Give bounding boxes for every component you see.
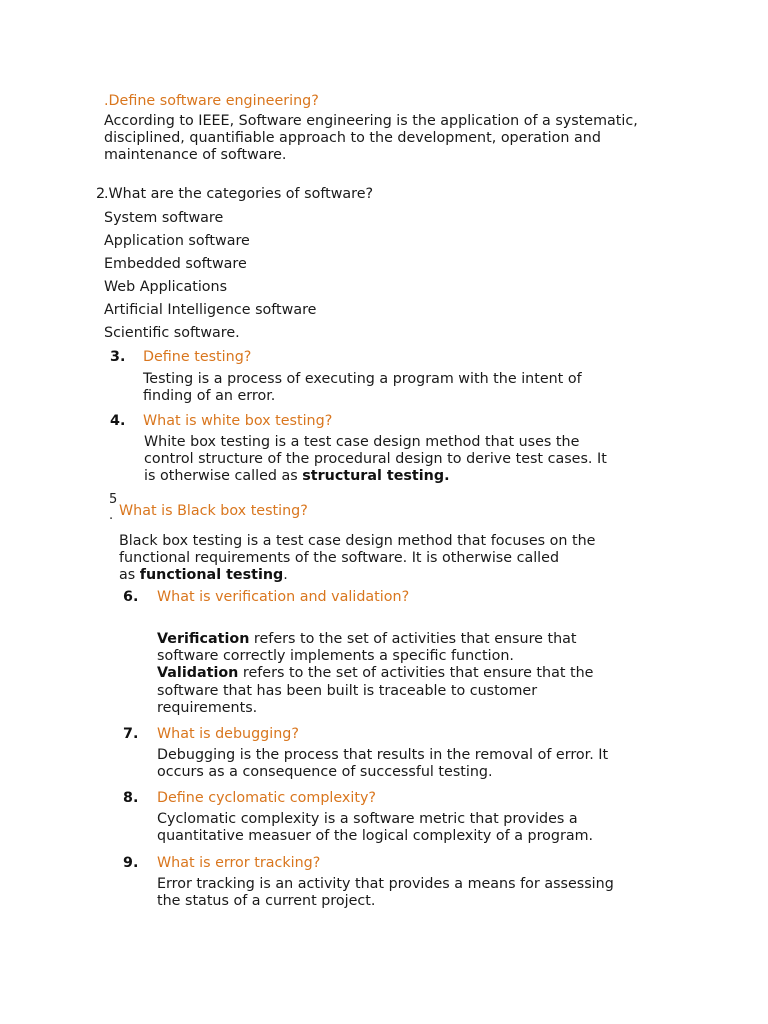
- question-9-number: 9.: [123, 855, 139, 871]
- question-3-number: 3.: [110, 349, 126, 365]
- answer-line: White box testing is a test case design method that uses the: [144, 434, 580, 450]
- answer-line: Testing is a process of executing a program with the intent of: [143, 371, 582, 387]
- answer-line: maintenance of software.: [104, 147, 287, 164]
- answer-line: Cyclomatic complexity is a software metric that provides a: [157, 811, 578, 827]
- question-8-answer: [157, 811, 593, 845]
- question-1-title: .Define software engineering?: [104, 93, 319, 109]
- answer-line: software correctly implements a specific function.: [157, 648, 514, 665]
- question-5-marker: 5: [109, 492, 118, 507]
- question-5-title: What is Black box testing?: [119, 503, 308, 519]
- list-item: Application software: [104, 233, 250, 249]
- question-3-answer: [143, 371, 582, 405]
- validation-term: Validation: [157, 665, 239, 682]
- answer-text: is otherwise called as: [144, 468, 303, 485]
- list-item: Web Applications: [104, 279, 228, 295]
- answer-text: as: [119, 567, 140, 584]
- answer-line: Error tracking is an activity that provides a means for assessing: [157, 876, 614, 892]
- question-8-title: Define cyclomatic complexity?: [157, 790, 376, 806]
- answer-line: [157, 631, 593, 648]
- answer-line: Debugging is the process that results in the removal of error. It: [157, 747, 609, 763]
- list-item: Artificial Intelligence software: [104, 302, 317, 318]
- question-7-title: What is debugging?: [157, 726, 299, 742]
- question-6-number: 6.: [123, 589, 139, 605]
- answer-line: software that has been built is traceable to customer: [157, 682, 538, 699]
- question-4-title: What is white box testing?: [143, 413, 333, 429]
- question-4-number: 4.: [110, 413, 126, 429]
- answer-line: finding of an error.: [143, 388, 276, 405]
- question-8-number: 8.: [123, 790, 139, 806]
- answer-line: control structure of the procedural design to derive test cases. It: [144, 451, 607, 468]
- question-2-marker: 2: [96, 186, 106, 202]
- answer-line: According to IEEE, Software engineering is the application of a systematic,: [104, 113, 638, 129]
- question-1-answer: [104, 113, 638, 165]
- answer-text: refers to the set of activities that ensure that: [249, 631, 577, 647]
- list-item: Scientific software.: [104, 325, 240, 341]
- software-categories-list: [104, 207, 316, 345]
- list-item: Embedded software: [104, 256, 247, 272]
- answer-text: .: [283, 567, 288, 584]
- answer-line: functional requirements of the software. It is otherwise called: [119, 550, 560, 567]
- answer-line: the status of a current project.: [157, 893, 376, 910]
- answer-line: requirements.: [157, 699, 258, 716]
- list-item: System software: [104, 210, 224, 226]
- answer-line: [119, 567, 595, 584]
- question-5-marker-dot: .: [109, 508, 114, 523]
- answer-line: occurs as a consequence of successful testing.: [157, 764, 493, 781]
- answer-line: Black box testing is a test case design method that focuses on the: [119, 533, 596, 549]
- question-7-number: 7.: [123, 726, 139, 742]
- question-9-answer: [157, 876, 614, 910]
- question-4-answer: [144, 434, 607, 486]
- answer-text: refers to the set of activities that ensure that the: [238, 665, 594, 682]
- question-9-title: What is error tracking?: [157, 855, 321, 871]
- answer-line: disciplined, quantifiable approach to the development, operation and: [104, 130, 601, 147]
- verification-term: Verification: [157, 631, 250, 647]
- answer-line: [157, 665, 593, 682]
- question-7-answer: [157, 747, 608, 781]
- question-3-title: Define testing?: [143, 349, 252, 365]
- question-5-answer: [119, 533, 595, 585]
- functional-testing-term: functional testing: [139, 567, 284, 584]
- question-6-answer: [157, 631, 593, 717]
- structural-testing-term: structural testing.: [302, 468, 450, 485]
- question-2-title: .What are the categories of software?: [104, 186, 374, 202]
- answer-line: [144, 468, 607, 485]
- answer-line: quantitative measuer of the logical complexity of a program.: [157, 828, 594, 845]
- question-6-title: What is verification and validation?: [157, 589, 410, 605]
